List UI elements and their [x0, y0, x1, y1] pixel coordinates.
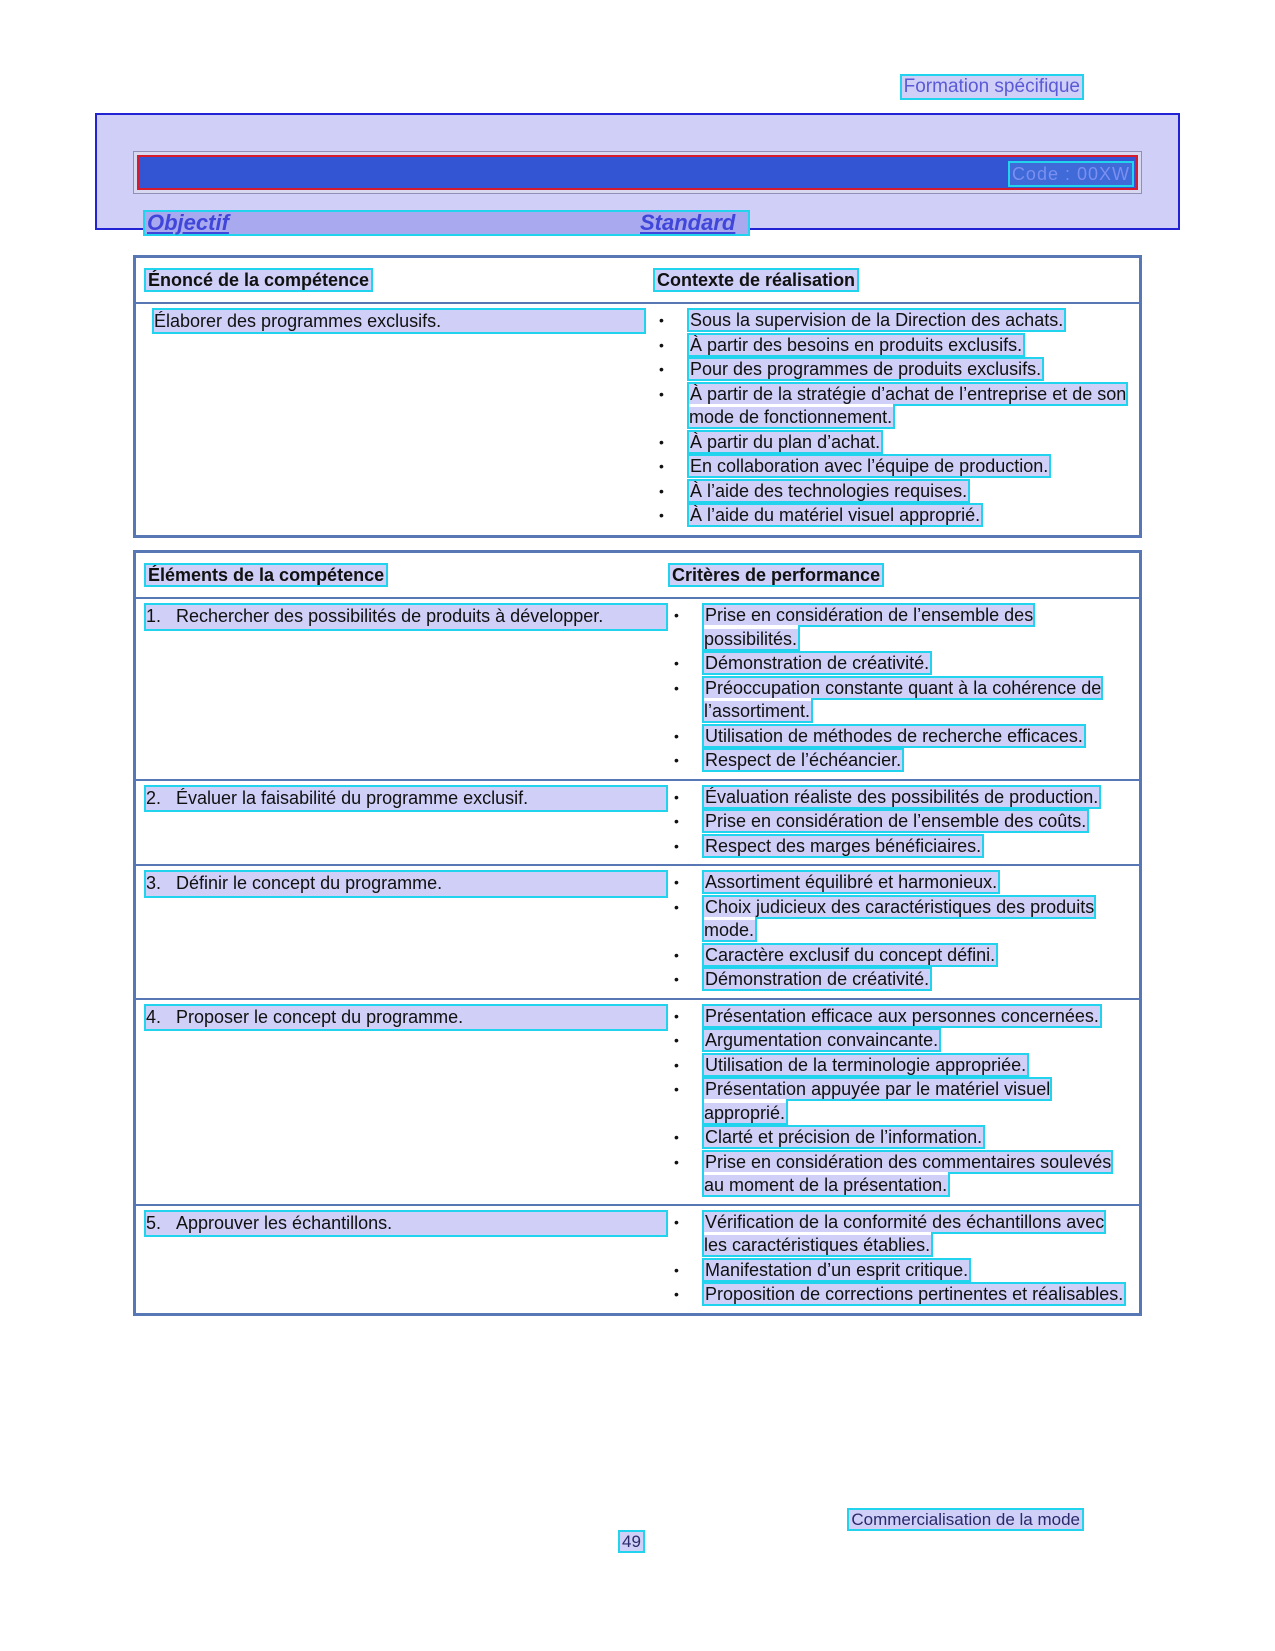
list-item [655, 383, 1139, 430]
bullet-icon: • [674, 971, 679, 987]
list-item-text: Caractère exclusif du concept défini. [705, 944, 996, 965]
page-number: 49 [622, 1532, 641, 1551]
element-text: Rechercher des possibilités de produits à développer. [176, 606, 604, 626]
list-item [670, 944, 1129, 968]
list-item [670, 749, 1129, 773]
criteria-list [670, 1005, 1129, 1198]
bullet-icon: • [674, 607, 679, 623]
bullet-icon: • [674, 813, 679, 829]
list-item-text: Préoccupation constante quant à la cohérence de l’assortiment. [704, 677, 1102, 721]
criteria-list [670, 1211, 1129, 1307]
list-item [655, 480, 1139, 504]
performance-table [133, 550, 1142, 1316]
list-item-text: Respect des marges bénéficiaires. [705, 835, 982, 856]
list-item-text: Utilisation de méthodes de recherche efficaces. [705, 725, 1083, 746]
bullet-icon: • [674, 752, 679, 768]
bullet-icon: • [674, 1213, 679, 1230]
bullet-icon: • [674, 655, 679, 671]
list-item [670, 1054, 1129, 1078]
list-item-text: Sous la supervision de la Direction des achats. [690, 310, 1064, 330]
list-item-text: Pour des programmes de produits exclusifs. [690, 359, 1042, 379]
list-item-text: Assortiment équilibré et harmonieux. [705, 872, 998, 892]
statement-header: Énoncé de la compétence [148, 270, 370, 290]
element-number: 4. [146, 1006, 162, 1027]
bullet-icon: • [674, 1081, 679, 1097]
bullet-icon: • [674, 898, 679, 915]
element-number: 2. [146, 787, 162, 808]
list-item [655, 309, 1139, 333]
element-text: Évaluer la faisabilité du programme exclusif. [176, 787, 529, 808]
bullet-icon: • [674, 1007, 679, 1024]
bullet-icon: • [674, 874, 679, 890]
list-item [670, 1005, 1129, 1029]
bullet-icon: • [674, 727, 679, 744]
element-number: 1. [146, 606, 162, 626]
elements-header: Éléments de la compétence [148, 565, 385, 585]
list-item-text: Démonstration de créativité. [705, 969, 930, 989]
list-item [670, 604, 1129, 651]
list-item-text: À l’aide du matériel visuel approprié. [690, 505, 981, 525]
list-item [670, 1029, 1129, 1053]
list-item-text: Présentation appuyée par le matériel visuel approprié. [704, 1079, 1051, 1123]
bullet-icon: • [659, 361, 664, 377]
list-item [670, 1151, 1129, 1198]
list-item-text: Prise en considération des commentaires soulevés au moment de la présentation. [704, 1151, 1112, 1195]
list-item-text: Proposition de corrections pertinentes et réalisables. [705, 1284, 1124, 1304]
list-item [670, 835, 1129, 859]
list-item [670, 1078, 1129, 1125]
competency-statement: Élaborer des programmes exclusifs. [154, 310, 644, 332]
list-item [670, 1126, 1129, 1150]
table-row [135, 865, 1141, 999]
list-item-text: Respect de l’échéancier. [705, 750, 902, 770]
competency-element [146, 605, 666, 629]
competency-element [146, 787, 666, 811]
bullet-icon: • [659, 336, 664, 353]
list-item [670, 1211, 1129, 1258]
element-number: 5. [146, 1212, 162, 1233]
list-item-text: Utilisation de la terminologie appropriée. [705, 1054, 1027, 1075]
list-item [670, 725, 1129, 749]
objective-label: Objectif [147, 210, 229, 235]
context-header: Contexte de réalisation [657, 270, 856, 290]
list-item-text: Démonstration de créativité. [705, 653, 930, 673]
competency-element [146, 1212, 666, 1236]
bullet-icon: • [674, 946, 679, 963]
list-item [670, 652, 1129, 676]
bullet-icon: • [674, 837, 679, 854]
list-item-text: Évaluation réaliste des possibilités de production. [705, 786, 1099, 807]
objective-standard-row [145, 212, 748, 234]
bullet-icon: • [674, 1261, 679, 1278]
bullet-icon: • [674, 788, 679, 805]
list-item-text: Argumentation convaincante. [705, 1030, 939, 1050]
competency-statement-table [133, 255, 1142, 538]
code-bar [133, 151, 1142, 194]
section-title: Formation spécifique [903, 76, 1080, 97]
list-item [655, 358, 1139, 382]
bullet-icon: • [659, 312, 664, 328]
element-number: 3. [146, 873, 162, 893]
list-item [655, 455, 1139, 479]
table-row [135, 780, 1141, 866]
criteria-list [670, 786, 1129, 859]
list-item [655, 334, 1139, 358]
list-item-text: Prise en considération de l’ensemble des possibilités. [704, 605, 1034, 649]
bullet-icon: • [674, 1032, 679, 1048]
element-text: Proposer le concept du programme. [176, 1006, 464, 1027]
bullet-icon: • [659, 507, 664, 523]
bullet-icon: • [674, 1153, 679, 1170]
list-item-text: À partir de la stratégie d’achat de l’entreprise et de son mode de fonctionnement. [689, 383, 1127, 427]
table-row [135, 999, 1141, 1205]
list-item [670, 896, 1129, 943]
list-item-text: À l’aide des technologies requises. [690, 480, 968, 501]
list-item-text: Prise en considération de l’ensemble des coûts. [705, 811, 1087, 831]
competency-element [146, 1006, 666, 1030]
program-name: Commercialisation de la mode [851, 1510, 1080, 1529]
list-item-text: À partir du plan d’achat. [690, 431, 881, 452]
bullet-icon: • [674, 679, 679, 696]
list-item-text: Choix judicieux des caractéristiques des produits mode. [704, 896, 1095, 940]
criteria-list [670, 604, 1129, 773]
bullet-icon: • [659, 482, 664, 499]
list-item [670, 1259, 1129, 1283]
list-item [670, 677, 1129, 724]
list-item [670, 1283, 1129, 1307]
list-item [670, 786, 1129, 810]
list-item-text: Vérification de la conformité des échantillons avec les caractéristiques établies. [704, 1211, 1105, 1255]
competency-element [146, 872, 666, 896]
list-item-text: Clarté et précision de l’information. [705, 1127, 983, 1147]
table-row [135, 1205, 1141, 1315]
bullet-icon: • [674, 1056, 679, 1073]
list-item-text: Présentation efficace aux personnes concernées. [705, 1005, 1099, 1026]
bullet-icon: • [659, 458, 664, 474]
bullet-icon: • [674, 1286, 679, 1302]
bullet-icon: • [674, 1129, 679, 1145]
list-item [655, 431, 1139, 455]
list-item [655, 504, 1139, 528]
element-text: Approuver les échantillons. [176, 1212, 393, 1233]
competency-code: Code : 00XW [1011, 164, 1130, 184]
list-item-text: Manifestation d’un esprit critique. [705, 1259, 969, 1280]
context-list [655, 309, 1139, 528]
list-item [670, 968, 1129, 992]
element-text: Définir le concept du programme. [176, 873, 443, 893]
table-row [135, 598, 1141, 780]
criteria-list [670, 871, 1129, 992]
bullet-icon: • [659, 433, 664, 450]
criteria-header: Critères de performance [672, 565, 881, 585]
standard-label: Standard [640, 210, 736, 235]
list-item-text: À partir des besoins en produits exclusifs. [690, 334, 1023, 355]
bullet-icon: • [659, 385, 664, 402]
list-item [670, 810, 1129, 834]
list-item [670, 871, 1129, 895]
list-item-text: En collaboration avec l’équipe de production. [690, 456, 1049, 476]
